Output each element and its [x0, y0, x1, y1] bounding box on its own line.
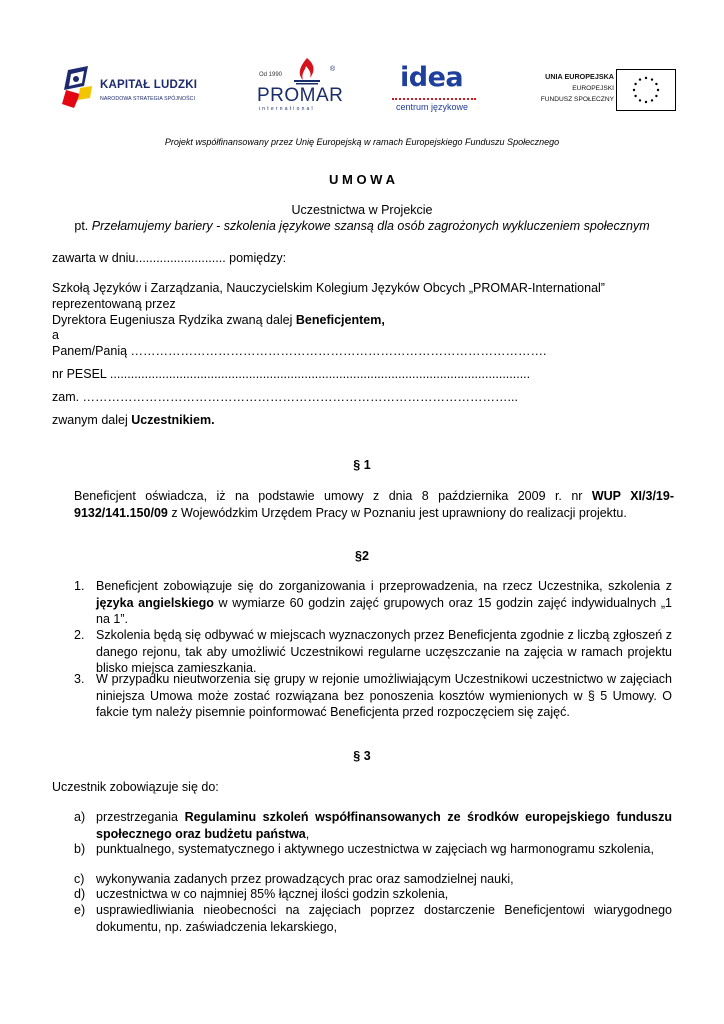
eu-flag-icon — [616, 69, 676, 111]
section3-item — [96, 809, 672, 842]
section1-text — [74, 488, 674, 521]
pesel-line: nr PESEL ......................................................................................................................... — [52, 367, 531, 381]
section3-item-letter: a) — [74, 810, 86, 824]
promar-registered-mark: ® — [330, 66, 336, 73]
document-subtitle: Uczestnictwa w Projekcie — [291, 203, 433, 217]
promar-flame-icon — [292, 56, 322, 86]
section2-item1-language: języka angielskiego — [96, 595, 214, 610]
represented-line: reprezentowaną przez — [52, 297, 176, 311]
and-line: a — [52, 328, 59, 342]
section3-item-letter: b) — [74, 842, 86, 856]
person-line: Panem/Panią ………………………………………………………………………………………. — [52, 344, 547, 358]
section2-item1-c: w wymiarze 60 godzin zajęć grupowych oraz 15 godzin zajęć indywidualnych „1 na 1”. — [96, 595, 672, 626]
section2-item-num: 3. — [74, 672, 85, 686]
section1-text-a: Beneficjent oświadcza, iż na podstawie umowy z dnia 8 października 2009 r. nr — [74, 489, 592, 503]
section3-item-a-suffix: , — [305, 826, 310, 841]
director-role: Beneficjentem, — [295, 313, 385, 327]
promar-name: PROMAR — [257, 85, 344, 106]
called-prefix: zwanym dalej — [52, 413, 132, 427]
address-line: zam. …………………………………………………………………………………………... — [52, 390, 518, 404]
logo-eu — [520, 68, 676, 112]
idea-dotted-line — [392, 98, 476, 100]
idea-name: idea — [400, 62, 464, 93]
section3-heading: § 3 — [353, 749, 371, 763]
logo-idea — [386, 60, 486, 114]
section3-item-letter: c) — [74, 872, 85, 886]
cofinance-note: Projekt współfinansowany przez Unię Europejską w ramach Europejskiego Funduszu Społecznego — [164, 137, 560, 147]
logo-kapital-ludzki — [62, 64, 212, 112]
section3-intro: Uczestnik zobowiązuje się do: — [52, 780, 219, 794]
eu-line2: EUROPEJSKI — [572, 85, 614, 92]
logo-promar — [256, 56, 346, 112]
idea-subtitle: centrum językowe — [396, 102, 469, 112]
section1-text-c: z Wojewódzkim Urzędem Pracy w Poznaniu jest uprawniony do realizacji projektu. — [167, 505, 627, 520]
section3-item: uczestnictwa w co najmniej 85% łącznej ilości godzin szkolenia, — [96, 887, 449, 901]
called-line — [52, 412, 215, 429]
section3-item: wykonywania zadanych przez prowadzących prac oraz samodzielnej nauki, — [96, 872, 514, 886]
section3-item-a-prefix: przestrzegania — [96, 810, 185, 824]
section2-heading: §2 — [355, 549, 369, 563]
kapital-ludzki-emblem-icon — [62, 64, 94, 110]
promar-since: Od 1990 — [259, 72, 283, 78]
eu-line3: FUNDUSZ SPOŁECZNY — [540, 96, 614, 103]
project-name: Przełamujemy bariery - szkolenia językowe szansą dla osób zagrożonych wykluczeniem społecznym — [91, 219, 650, 233]
promar-subtitle: international — [259, 106, 315, 112]
section2-item: W przypadku nieutworzenia się grupy w rejonie umożliwiającym Uczestnikowi uczestnictwo w zajęciach niniejsza Umowa może zostać rozwiązana bez ponoszenia kosztów wymienionych w § 5 Umowy. O fakcie tym należy pisemnie poinformować Beneficjenta przed rozpoczęciem się zajęć. — [96, 672, 672, 719]
section1-heading: § 1 — [353, 458, 371, 472]
kapital-ludzki-title: KAPITAŁ LUDZKI — [100, 79, 198, 91]
section2-item1-a: Beneficjent zobowiązuje się do zorganizowania i przeprowadzenia, na rzecz Uczestnika, szkolenia z — [96, 579, 672, 593]
project-prefix: pt. — [74, 219, 92, 233]
section3-item-letter: e) — [74, 903, 86, 917]
called-role: Uczestnikiem. — [131, 413, 215, 427]
section2-item — [96, 578, 672, 628]
director-line — [52, 312, 385, 329]
section3-item: punktualnego, systematycznego i aktywnego uczestnictwa w zajęciach wg harmonogramu szkolenia, — [96, 842, 654, 856]
section2-item-num: 2. — [74, 628, 85, 642]
section2-item: Szkolenia będą się odbywać w miejscach wyznaczonych przez Beneficjenta zgodnie z liczbą zgłoszeń z danego rejonu, tak aby umożliwić Uczestnikowi regularne uczęszczanie na zajęcia w ramach projektu blisko miejsca zamieszkania. — [96, 628, 672, 675]
eu-line1: UNIA EUROPEJSKA — [545, 72, 614, 81]
document-title: U M O W A — [329, 172, 395, 187]
signed-line: zawarta w dniu.......................... pomiędzy: — [52, 251, 287, 265]
school-line: Szkołą Języków i Zarządzania, Nauczycielskim Kolegium Języków Obcych „PROMAR-International” — [52, 281, 605, 295]
section3-item-letter: d) — [74, 887, 86, 901]
section3-item-a-regulation: Regulaminu szkoleń współfinansowanych ze środków europejskiego funduszu społecznego oraz budżetu państwa — [96, 810, 672, 841]
section3-item: usprawiedliwiania nieobecności na zajęciach poprzez dostarczenie Beneficjentowi wiarygodnego dokumentu, np. zaświadczenia lekarskiego, — [96, 903, 672, 934]
project-name-line — [0, 218, 724, 235]
section1-contract-no: WUP XI/3/19-9132/141.150/09 — [74, 489, 674, 520]
section2-item-num: 1. — [74, 579, 85, 593]
kapital-ludzki-subtitle: NARODOWA STRATEGIA SPÓJNOŚCI — [100, 96, 196, 102]
director-prefix: Dyrektora Eugeniusza Rydzika zwaną dalej — [52, 313, 296, 327]
